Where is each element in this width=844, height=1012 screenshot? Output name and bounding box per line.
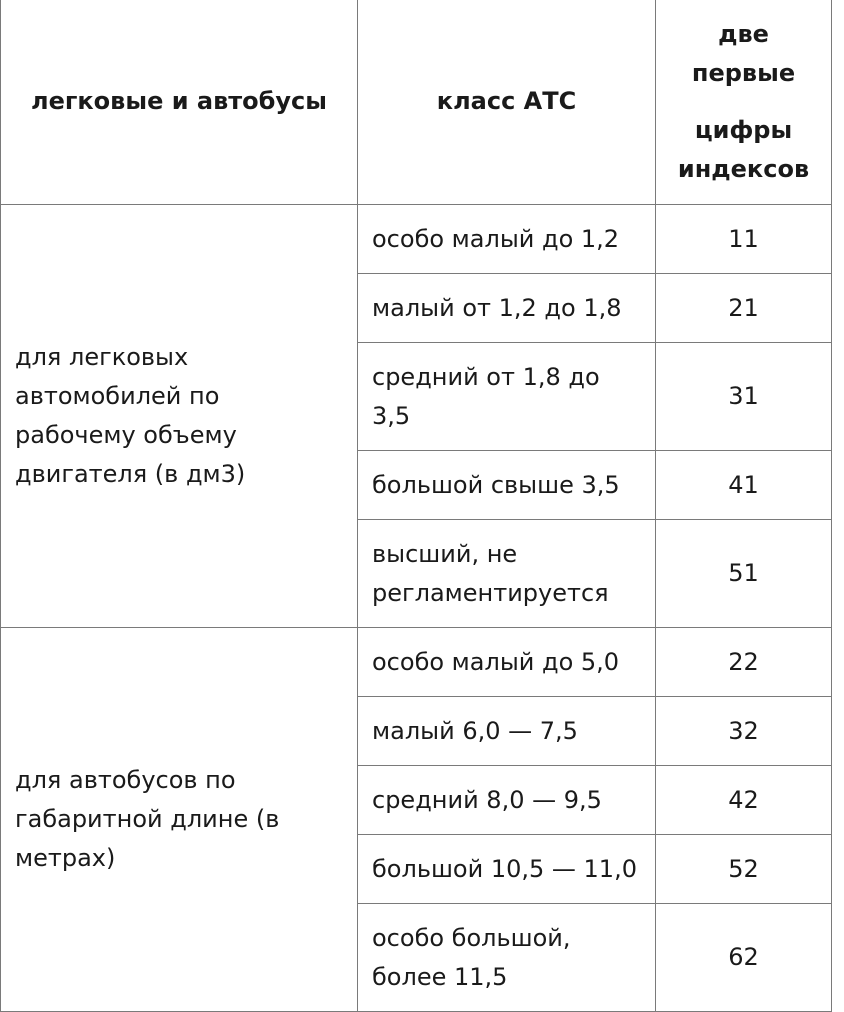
- table-row: [1, 628, 832, 697]
- class-cell: малый 6,0 — 7,5: [358, 697, 656, 766]
- class-cell: особо большой, более 11,5: [358, 904, 656, 1012]
- class-cell: высший, не регламентируется: [358, 520, 656, 628]
- index-cell: 22: [656, 628, 832, 697]
- index-cell: 21: [656, 274, 832, 343]
- index-cell: 62: [656, 904, 832, 1012]
- index-cell: 42: [656, 766, 832, 835]
- index-cell: 11: [656, 205, 832, 274]
- table-row: [1, 205, 832, 274]
- group-label-cars: для легковых автомобилей по рабочему объему двигателя (в дм3): [1, 205, 358, 628]
- class-cell: средний 8,0 — 9,5: [358, 766, 656, 835]
- class-cell: средний от 1,8 до 3,5: [358, 343, 656, 451]
- index-cell: 51: [656, 520, 832, 628]
- class-cell: малый от 1,2 до 1,8: [358, 274, 656, 343]
- index-cell: 31: [656, 343, 832, 451]
- header-index-digits: [656, 0, 832, 205]
- group-label-buses: для автобусов по габаритной длине (в метрах): [1, 628, 358, 1012]
- class-cell: большой 10,5 — 11,0: [358, 835, 656, 904]
- class-cell: большой свыше 3,5: [358, 451, 656, 520]
- header-row: [1, 0, 832, 205]
- index-cell: 52: [656, 835, 832, 904]
- index-cell: 32: [656, 697, 832, 766]
- header-index-digits-line2: цифры индексов: [677, 115, 810, 183]
- header-vehicle-type: легковые и автобусы: [1, 0, 358, 205]
- header-vehicle-class: класс АТС: [358, 0, 656, 205]
- class-cell: особо малый до 5,0: [358, 628, 656, 697]
- class-cell: особо малый до 1,2: [358, 205, 656, 274]
- header-index-digits-line1: две первые: [691, 19, 796, 87]
- index-cell: 41: [656, 451, 832, 520]
